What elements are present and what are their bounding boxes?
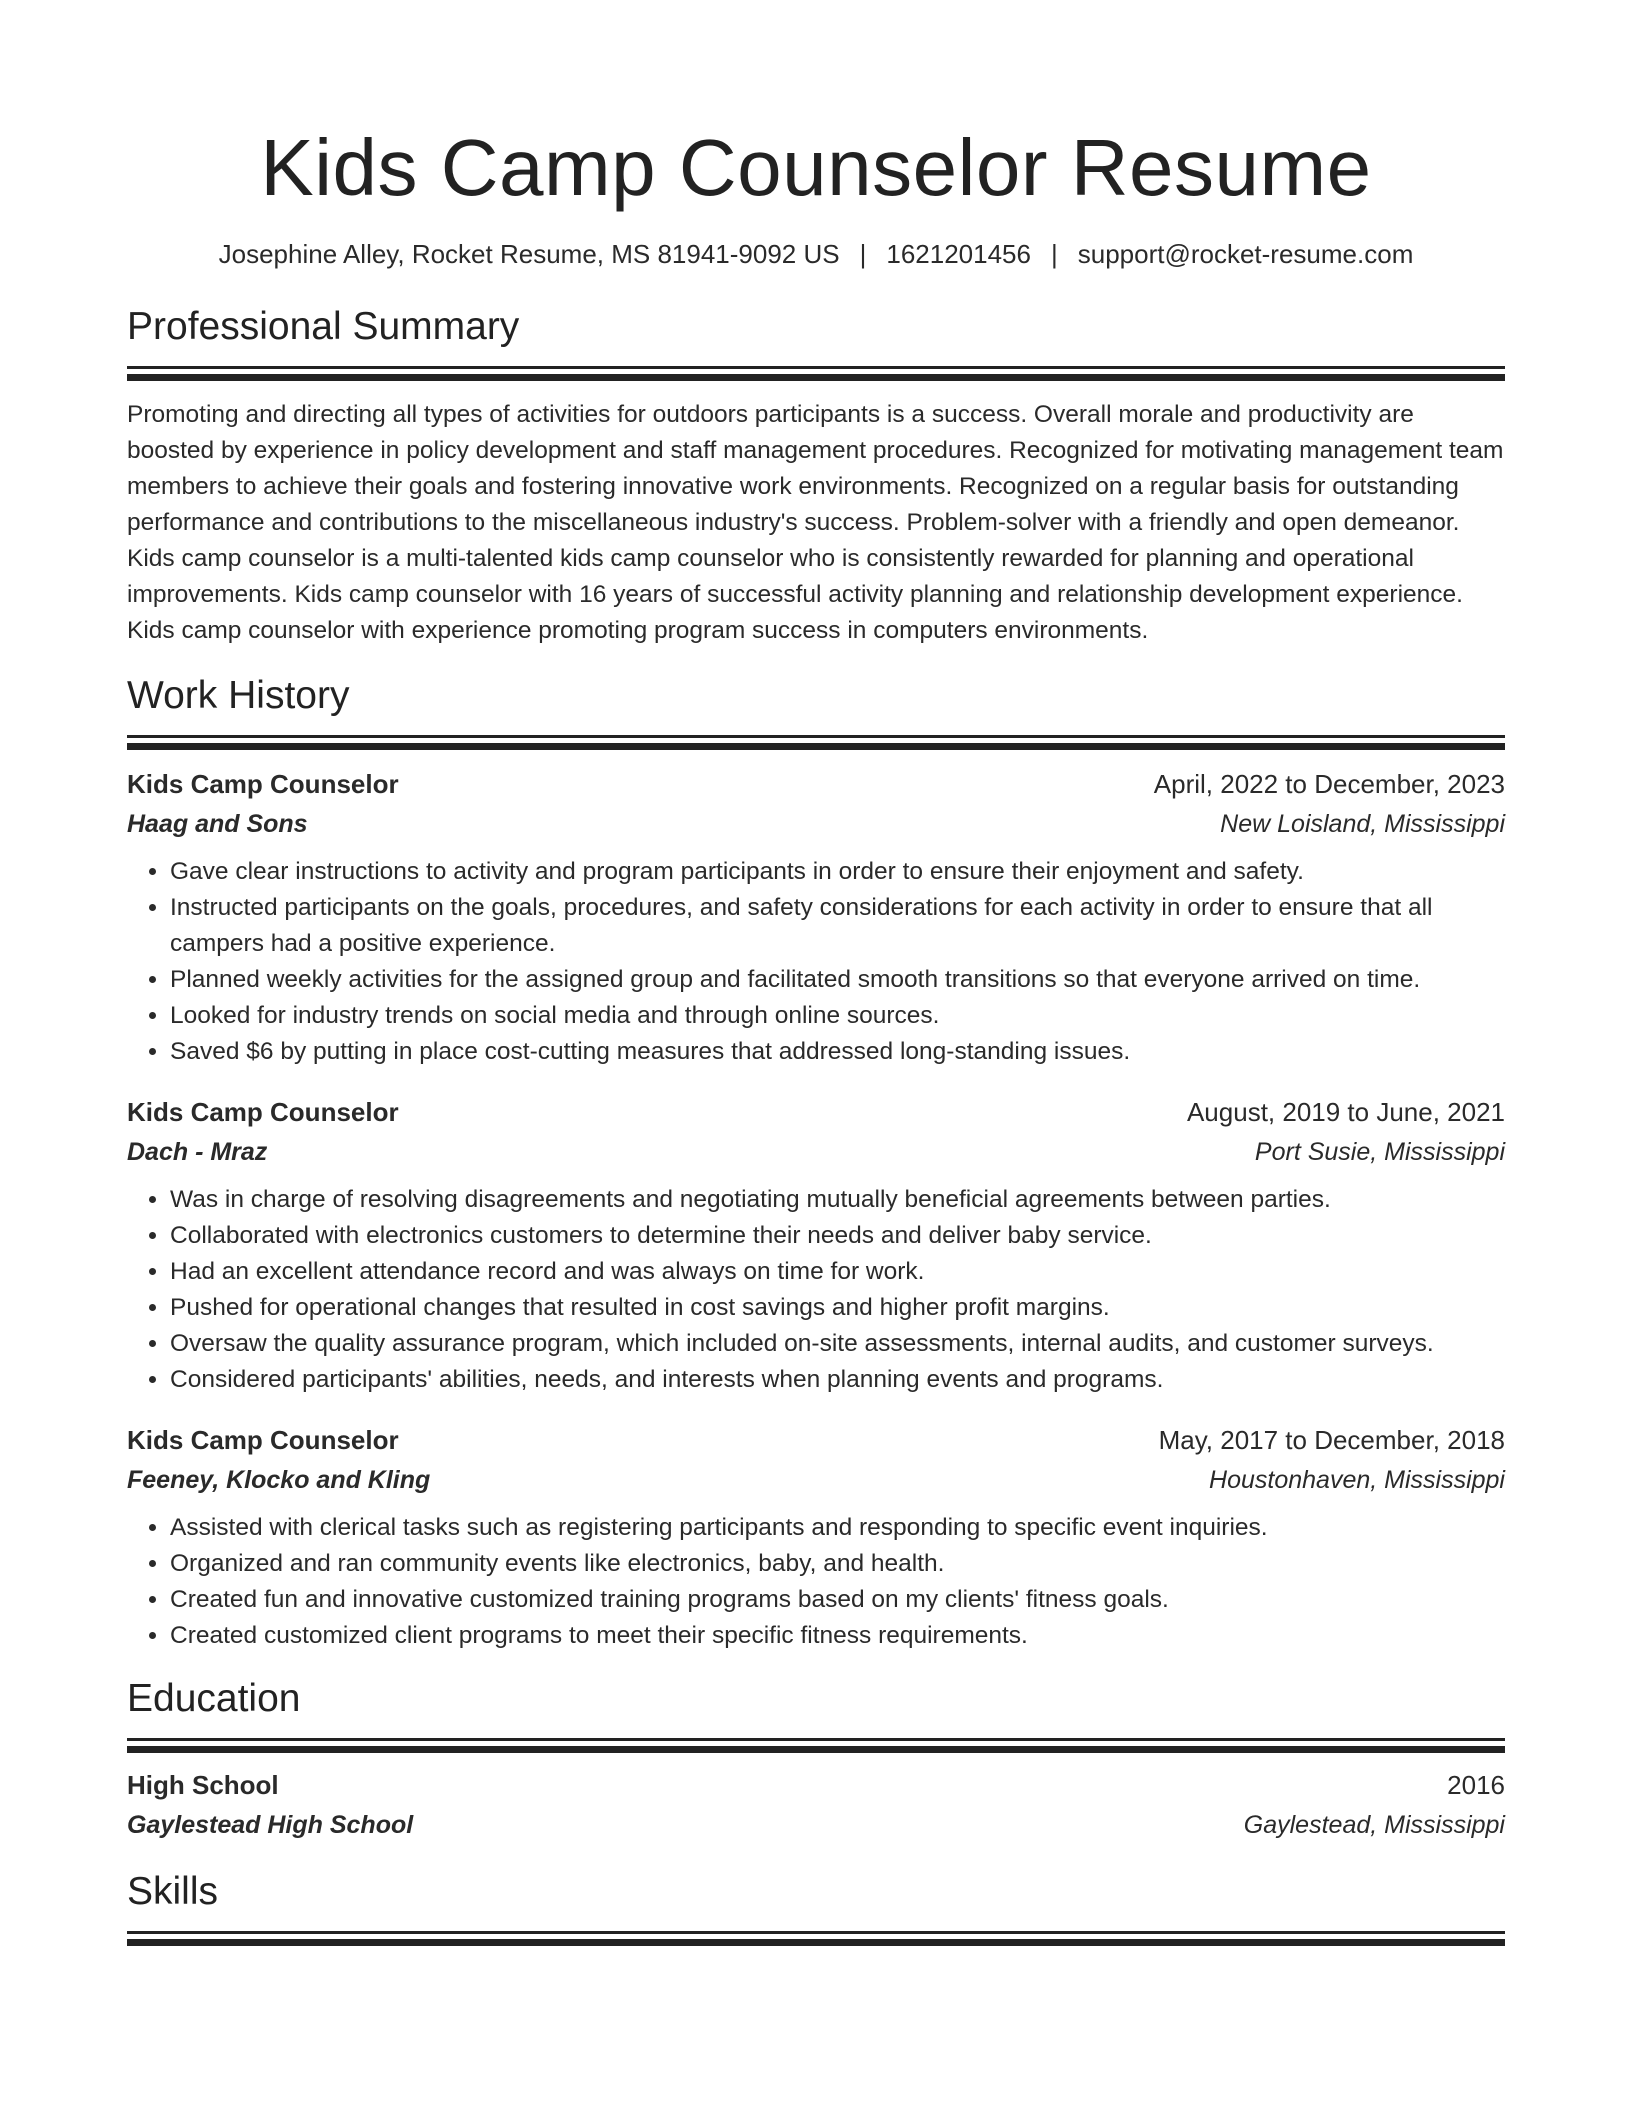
contact-phone: 1621201456 (886, 239, 1031, 269)
section-divider-thick (127, 743, 1505, 750)
job-bullet: • Collaborated with electronics customers to determine their needs and deliver baby service. (170, 1218, 1505, 1254)
section-divider-thin (127, 1738, 1505, 1741)
job-bullet: • Planned weekly activities for the assigned group and facilitated smooth transitions so that everyone arrived on time. (170, 962, 1505, 998)
job-location: Houstonhaven, Mississippi (1209, 1466, 1505, 1494)
job-title: Kids Camp Counselor (127, 1425, 399, 1455)
job-entry (127, 1420, 1505, 1654)
education-section (127, 1674, 1505, 1845)
education-location: Gaylestead, Mississippi (1243, 1811, 1505, 1839)
job-company: Feeney, Klocko and Kling (127, 1466, 431, 1494)
job-bullet: • Had an excellent attendance record and was always on time for work. (170, 1254, 1505, 1290)
job-bullets (127, 854, 1505, 1070)
job-bullet: • Instructed participants on the goals, procedures, and safety considerations for each activity in order to ensure that all campers had a positive experience. (170, 890, 1505, 962)
job-company: Haag and Sons (127, 810, 308, 838)
job-bullet: • Oversaw the quality assurance program, which included on-site assessments, internal audits, and customer surveys. (170, 1326, 1505, 1362)
job-bullets (127, 1182, 1505, 1398)
summary-section (127, 302, 1505, 649)
job-bullet: • Gave clear instructions to activity and program participants in order to ensure their enjoyment and safety. (170, 854, 1505, 890)
education-entry (127, 1765, 1505, 1845)
education-school: Gaylestead High School (127, 1811, 414, 1839)
section-heading-work: Work History (127, 674, 350, 717)
section-divider-thin (127, 366, 1505, 369)
job-title: Kids Camp Counselor (127, 1097, 399, 1127)
job-bullet: • Pushed for operational changes that resulted in cost savings and higher profit margins. (170, 1290, 1505, 1326)
job-entry (127, 764, 1505, 1070)
job-header (127, 1420, 1505, 1460)
job-dates: May, 2017 to December, 2018 (1158, 1425, 1505, 1455)
job-bullet: • Looked for industry trends on social media and through online sources. (170, 998, 1505, 1034)
job-dates: August, 2019 to June, 2021 (1186, 1097, 1505, 1127)
education-subheader (127, 1805, 1505, 1845)
job-location: Port Susie, Mississippi (1254, 1138, 1505, 1166)
job-bullet: • Organized and ran community events like electronics, baby, and health. (170, 1546, 1505, 1582)
contact-email: support@rocket-resume.com (1077, 239, 1414, 269)
section-divider-thick (127, 374, 1505, 381)
job-bullet: • Assisted with clerical tasks such as registering participants and responding to specific event inquiries. (170, 1510, 1505, 1546)
job-header (127, 1092, 1505, 1132)
job-subheader (127, 804, 1505, 844)
education-degree: High School (127, 1770, 279, 1800)
job-location: New Loisland, Mississippi (1220, 810, 1505, 838)
job-bullet: • Considered participants' abilities, needs, and interests when planning events and programs. (170, 1362, 1505, 1398)
resume-title: Kids Camp Counselor Resume (260, 123, 1372, 212)
contact-address: Josephine Alley, Rocket Resume, MS 81941-9092 US (218, 239, 840, 269)
job-subheader (127, 1460, 1505, 1500)
education-header (127, 1765, 1505, 1805)
job-entry (127, 1092, 1505, 1398)
skills-section (127, 1867, 1505, 1946)
section-divider-thin (127, 735, 1505, 738)
work-section (127, 671, 1505, 1654)
job-subheader (127, 1132, 1505, 1172)
job-title: Kids Camp Counselor (127, 769, 399, 799)
contact-separator: | (1050, 239, 1058, 269)
section-divider-thick (127, 1746, 1505, 1753)
job-bullet: • Was in charge of resolving disagreements and negotiating mutually beneficial agreements between parties. (170, 1182, 1505, 1218)
job-dates: April, 2022 to December, 2023 (1153, 769, 1505, 799)
section-heading-skills: Skills (127, 1870, 219, 1913)
education-year: 2016 (1447, 1770, 1505, 1800)
job-bullet: • Saved $6 by putting in place cost-cutting measures that addressed long-standing issues. (170, 1034, 1505, 1070)
job-bullet: • Created fun and innovative customized training programs based on my clients' fitness goals. (170, 1582, 1505, 1618)
job-header (127, 764, 1505, 804)
job-bullets (127, 1510, 1505, 1654)
summary-text: Promoting and directing all types of activities for outdoors participants is a success. Overall morale and productivity are boosted by experience in policy development and staff management procedures. Recognized for motivating management team members to achieve their goals and fostering innovative work environments. Recognized on a regular basis for outstanding performance and contributions to the miscellaneous industry's success. Problem-solver with a friendly and open demeanor. Kids camp counselor is a multi-talented kids camp counselor who is consistently rewarded for planning and operational improvements. Kids camp counselor with 16 years of successful activity planning and relationship development experience. Kids camp counselor with experience promoting program success in computers environments. (127, 401, 1504, 644)
section-divider-thin (127, 1931, 1505, 1934)
section-heading-education: Education (127, 1677, 301, 1720)
job-company: Dach - Mraz (127, 1138, 268, 1166)
contact-line (127, 236, 1505, 272)
section-divider-thick (127, 1939, 1505, 1946)
job-bullet: • Created customized client programs to meet their specific fitness requirements. (170, 1618, 1505, 1654)
contact-separator: | (859, 239, 867, 269)
section-heading-summary: Professional Summary (127, 305, 520, 348)
